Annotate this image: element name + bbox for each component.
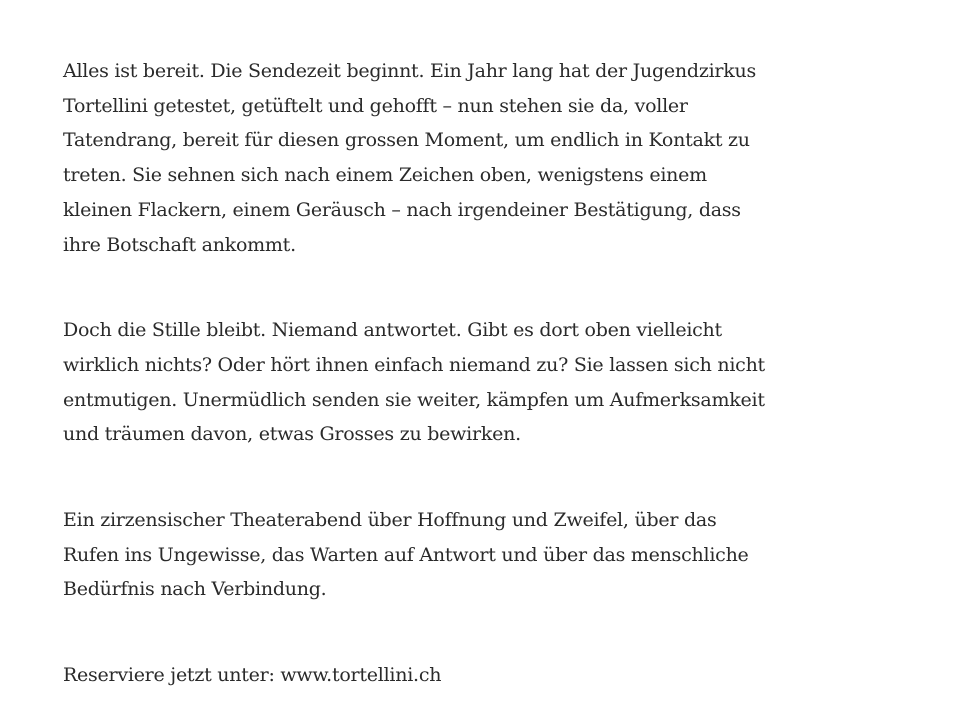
- reservation-prefix: Reserviere jetzt unter:: [63, 664, 281, 687]
- website-link[interactable]: www.tortellini.ch: [280, 664, 442, 687]
- text-line: Ein zirzensischer Theaterabend über Hoffnung und Zweifel, über das: [63, 509, 717, 532]
- text-line: Tatendrang, bereit für diesen grossen Moment, um endlich in Kontakt zu: [63, 129, 750, 152]
- text-line: Alles ist bereit. Die Sendezeit beginnt. Ein Jahr lang hat der Jugendzirkus: [63, 60, 756, 82]
- paragraph-silence: [63, 313, 823, 452]
- text-line: ihre Botschaft ankommt.: [63, 233, 296, 256]
- text-line: entmutigen. Unermüdlich senden sie weiter, kämpfen um Aufmerksamkeit: [63, 388, 765, 411]
- text-line: kleinen Flackern, einem Geräusch – nach irgendeiner Bestätigung, dass: [63, 198, 741, 221]
- text-line: treten. Sie sehnen sich nach einem Zeichen oben, wenigstens einem: [63, 164, 707, 187]
- text-line: Tortellini getestet, getüftelt und gehofft – nun stehen sie da, voller: [63, 94, 688, 117]
- paragraph-intro: [63, 54, 823, 262]
- article-body: [63, 54, 823, 693]
- paragraph-summary: [63, 503, 823, 607]
- text-line: wirklich nichts? Oder hört ihnen einfach niemand zu? Sie lassen sich nicht: [63, 353, 765, 376]
- text-line: und träumen davon, etwas Grosses zu bewirken.: [63, 423, 521, 446]
- reservation-line: [63, 658, 823, 693]
- text-line: Rufen ins Ungewisse, das Warten auf Antwort und über das menschliche: [63, 543, 749, 566]
- text-line: Bedürfnis nach Verbindung.: [63, 578, 327, 601]
- text-line: Doch die Stille bleibt. Niemand antwortet. Gibt es dort oben vielleicht: [63, 319, 722, 342]
